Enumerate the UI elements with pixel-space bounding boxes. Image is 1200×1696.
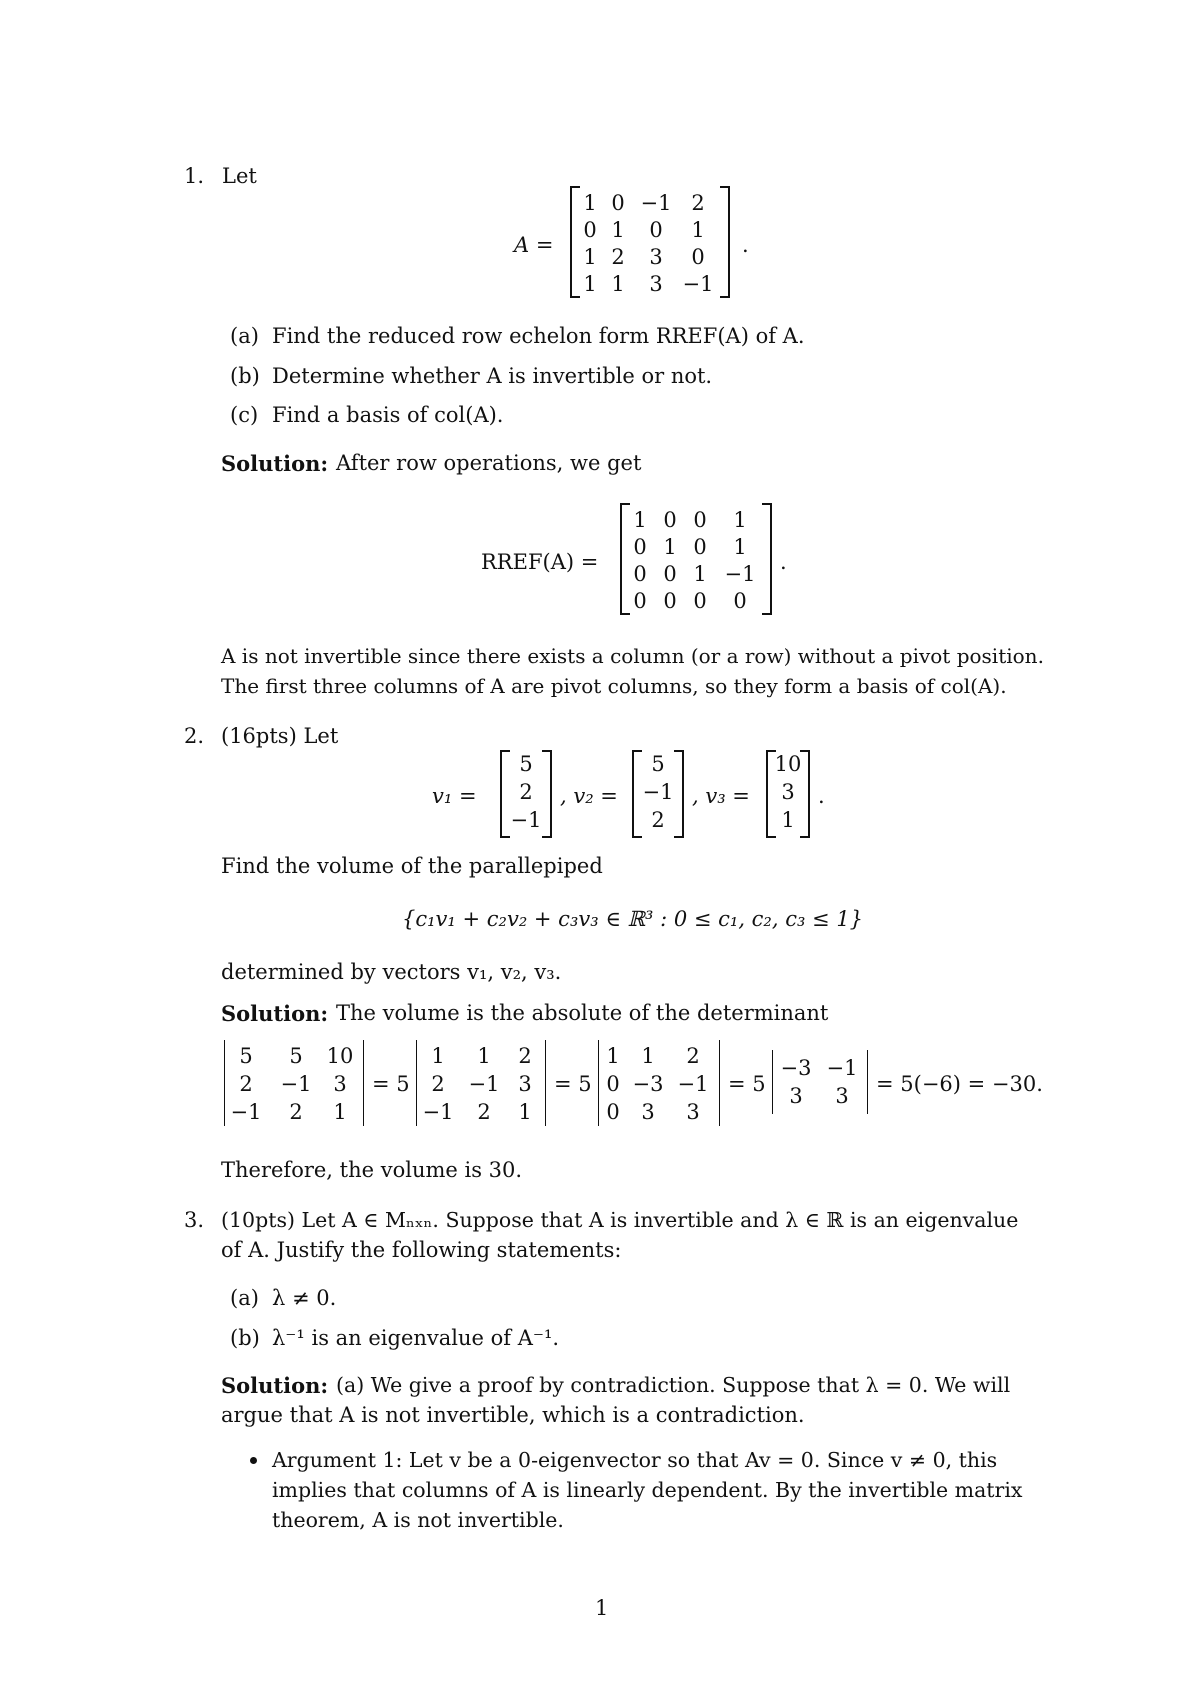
matrix-a-cell: −1 xyxy=(682,272,714,296)
det3-cell: 1 xyxy=(606,1044,620,1068)
det2-cell: −1 xyxy=(468,1072,500,1096)
matrix-a xyxy=(570,186,730,298)
problem-2-determined-text: determined by vectors v₁, v₂, v₃. xyxy=(221,960,562,984)
problem-1-conclusion-2: The first three columns of A are pivot columns, so they form a basis of col(A). xyxy=(221,674,1007,698)
v3-entry: 1 xyxy=(781,808,795,832)
bullet-icon xyxy=(250,1457,257,1464)
v2-entry: −1 xyxy=(642,780,674,804)
determinant-4 xyxy=(772,1050,868,1116)
problem-3-line-2: of A. Justify the following statements: xyxy=(221,1238,622,1262)
matrix-a-cell: −1 xyxy=(640,191,672,215)
matrix-a-cell: 1 xyxy=(611,218,625,242)
matrix-a-cell: 3 xyxy=(649,272,663,296)
problem-3-solution-label: Solution: xyxy=(221,1373,329,1398)
det1-cell: 10 xyxy=(326,1044,354,1068)
matrix-a-cell: 1 xyxy=(583,191,597,215)
det-equals-2: = 5 xyxy=(554,1072,592,1096)
det1-cell: 5 xyxy=(289,1044,303,1068)
det2-cell: 2 xyxy=(518,1044,532,1068)
argument-line-3: theorem, A is not invertible. xyxy=(272,1508,564,1532)
det1-cell: −1 xyxy=(280,1072,312,1096)
problem-1-part-a-label: (a) xyxy=(230,324,259,348)
argument-line-1: Argument 1: Let v be a 0-eigenvector so that Av = 0. Since v ≠ 0, this xyxy=(272,1448,998,1472)
v1-label: v₁ = xyxy=(432,784,477,808)
rref-cell: 0 xyxy=(633,562,647,586)
matrix-a-label: A = xyxy=(514,233,554,257)
det2-cell: 3 xyxy=(518,1072,532,1096)
rref-cell: 0 xyxy=(693,535,707,559)
rref-cell: 0 xyxy=(693,508,707,532)
problem-1-part-c-label: (c) xyxy=(230,403,259,427)
determinant-1 xyxy=(224,1040,364,1128)
rref-cell: 1 xyxy=(733,508,747,532)
v3-entry: 10 xyxy=(774,752,802,776)
rref-cell: 0 xyxy=(633,535,647,559)
det1-cell: −1 xyxy=(230,1100,262,1124)
problem-3-number: 3. xyxy=(184,1208,205,1232)
det3-cell: −3 xyxy=(632,1072,664,1096)
vectors-period: . xyxy=(818,784,825,808)
problem-1-lead: Let xyxy=(222,164,257,188)
problem-2-volume-text: Find the volume of the parallepiped xyxy=(221,854,603,878)
det3-cell: 2 xyxy=(686,1044,700,1068)
rref-period: . xyxy=(780,550,787,574)
rref-cell: 0 xyxy=(663,562,677,586)
problem-2-number: 2. xyxy=(184,724,205,748)
problem-2-solution-label: Solution: xyxy=(221,1001,329,1026)
det-equals-1: = 5 xyxy=(372,1072,410,1096)
rref-cell: 0 xyxy=(663,508,677,532)
problem-3-part-a-text: λ ≠ 0. xyxy=(272,1286,337,1310)
det1-cell: 5 xyxy=(239,1044,253,1068)
matrix-a-cell: 1 xyxy=(611,272,625,296)
det-equals-3: = 5 xyxy=(728,1072,766,1096)
problem-3-solution-line-2: argue that A is not invertible, which is a contradiction. xyxy=(221,1403,805,1427)
problem-3-part-b-label: (b) xyxy=(230,1326,260,1350)
determinant-3 xyxy=(598,1040,720,1128)
matrix-a-cell: 1 xyxy=(691,218,705,242)
v2-entry: 5 xyxy=(651,752,665,776)
problem-3-part-b-text: λ⁻¹ is an eigenvalue of A⁻¹. xyxy=(272,1326,560,1350)
problem-1-conclusion-1: A is not invertible since there exists a column (or a row) without a pivot position. xyxy=(221,644,1044,668)
matrix-a-cell: 0 xyxy=(691,245,705,269)
matrix-a-cell: 1 xyxy=(583,245,597,269)
matrix-a-cell: 1 xyxy=(583,272,597,296)
det3-cell: 3 xyxy=(641,1100,655,1124)
problem-1-solution-label: Solution: xyxy=(221,451,329,476)
det3-cell: 0 xyxy=(606,1100,620,1124)
matrix-a-cell: 0 xyxy=(649,218,663,242)
v1-entry: 5 xyxy=(519,752,533,776)
vector-v2 xyxy=(632,750,684,838)
argument-line-2: implies that columns of A is linearly dependent. By the invertible matrix xyxy=(272,1478,1023,1502)
det3-cell: 3 xyxy=(686,1100,700,1124)
rref-cell: 1 xyxy=(693,562,707,586)
matrix-a-cell: 2 xyxy=(691,191,705,215)
v1-entry: −1 xyxy=(510,808,542,832)
det4-cell: −3 xyxy=(780,1056,812,1080)
matrix-a-period: . xyxy=(742,233,749,257)
rref-cell: 0 xyxy=(733,589,747,613)
det1-cell: 2 xyxy=(289,1100,303,1124)
det4-cell: −1 xyxy=(826,1056,858,1080)
rref-cell: 0 xyxy=(663,589,677,613)
vector-v1 xyxy=(500,750,552,838)
det1-cell: 3 xyxy=(333,1072,347,1096)
parallelepiped-set: {c₁v₁ + c₂v₂ + c₃v₃ ∈ ℝ³ : 0 ≤ c₁, c₂, c₃ ≤ 1} xyxy=(402,907,864,931)
det2-cell: −1 xyxy=(422,1100,454,1124)
det2-cell: 2 xyxy=(477,1100,491,1124)
rref-matrix xyxy=(620,503,772,615)
problem-1-part-c-text: Find a basis of col(A). xyxy=(272,403,504,427)
problem-3-line-1: (10pts) Let A ∈ Mₙₓₙ. Suppose that A is invertible and λ ∈ ℝ is an eigenvalue xyxy=(221,1208,1019,1232)
matrix-a-cell: 0 xyxy=(611,191,625,215)
rref-cell: −1 xyxy=(724,562,756,586)
rref-label: RREF(A) = xyxy=(481,550,599,574)
problem-1-part-b-text: Determine whether A is invertible or not. xyxy=(272,364,713,388)
v2-label: , v₂ = xyxy=(560,784,618,808)
det3-cell: −1 xyxy=(677,1072,709,1096)
det4-cell: 3 xyxy=(835,1084,849,1108)
rref-cell: 1 xyxy=(633,508,647,532)
v1-entry: 2 xyxy=(519,780,533,804)
rref-cell: 1 xyxy=(663,535,677,559)
det3-cell: 0 xyxy=(606,1072,620,1096)
matrix-a-cell: 2 xyxy=(611,245,625,269)
det1-cell: 2 xyxy=(239,1072,253,1096)
det3-cell: 1 xyxy=(641,1044,655,1068)
v2-entry: 2 xyxy=(651,808,665,832)
determinant-2 xyxy=(416,1040,546,1128)
det-equals-4: = 5(−6) = −30. xyxy=(876,1072,1043,1096)
v3-entry: 3 xyxy=(781,780,795,804)
rref-cell: 0 xyxy=(693,589,707,613)
vector-v3 xyxy=(766,750,810,838)
problem-2-lead: (16pts) Let xyxy=(221,724,339,748)
matrix-a-cell: 0 xyxy=(583,218,597,242)
problem-1-number: 1. xyxy=(184,164,205,188)
rref-cell: 0 xyxy=(633,589,647,613)
problem-3-part-a-label: (a) xyxy=(230,1286,259,1310)
problem-3-solution-line-1: (a) We give a proof by contradiction. Suppose that λ = 0. We will xyxy=(336,1373,1011,1397)
det2-cell: 1 xyxy=(431,1044,445,1068)
problem-1-part-a-text: Find the reduced row echelon form RREF(A) of A. xyxy=(272,324,805,348)
problem-2-solution-text: The volume is the absolute of the determinant xyxy=(336,1001,829,1025)
problem-1-part-b-label: (b) xyxy=(230,364,260,388)
problem-1-solution-text: After row operations, we get xyxy=(336,451,642,475)
det1-cell: 1 xyxy=(333,1100,347,1124)
det2-cell: 1 xyxy=(477,1044,491,1068)
det4-cell: 3 xyxy=(789,1084,803,1108)
det2-cell: 1 xyxy=(518,1100,532,1124)
page-number: 1 xyxy=(595,1596,609,1620)
problem-2-therefore: Therefore, the volume is 30. xyxy=(221,1158,523,1182)
det2-cell: 2 xyxy=(431,1072,445,1096)
v3-label: , v₃ = xyxy=(692,784,750,808)
matrix-a-cell: 3 xyxy=(649,245,663,269)
rref-cell: 1 xyxy=(733,535,747,559)
